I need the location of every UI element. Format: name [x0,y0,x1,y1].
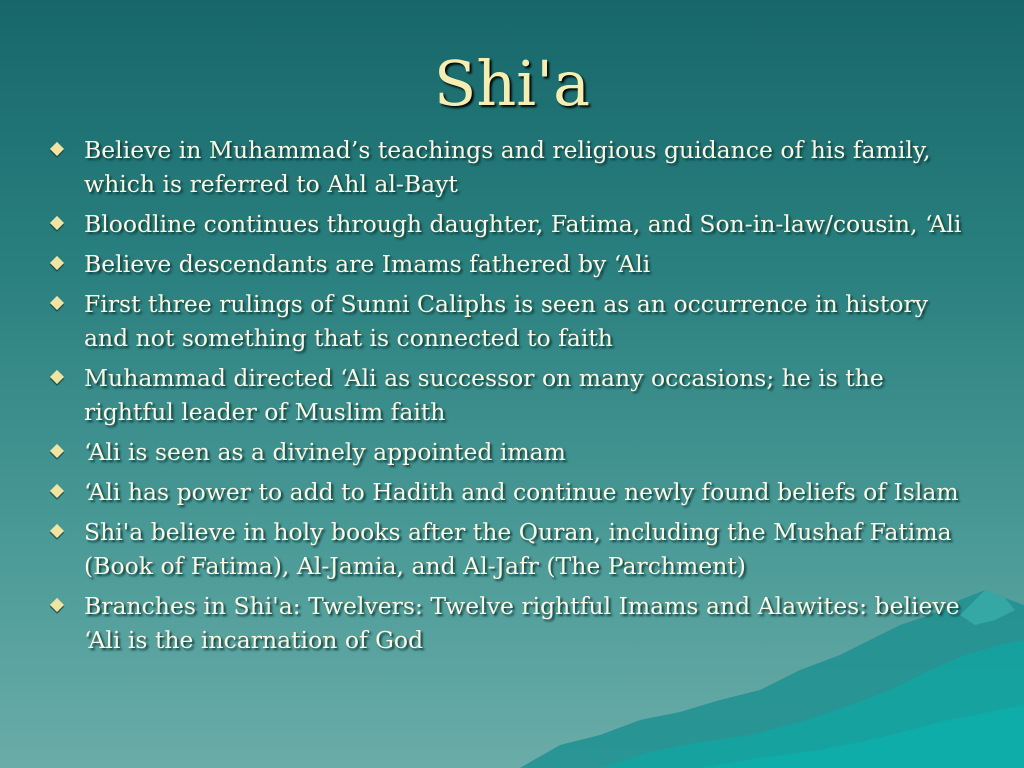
bullet-item [44,589,974,657]
bullet-text: Branches in Shi'a: Twelvers: Twelve rightful Imams and Alawites: believe ‘Ali is the incarnation of God [84,592,960,654]
diamond-bullet-icon [50,484,64,498]
bullet-item [44,475,974,509]
diamond-bullet-icon [50,256,64,270]
diamond-bullet-icon [50,444,64,458]
bullet-text: Bloodline continues through daughter, Fatima, and Son-in-law/cousin, ‘Ali [84,210,962,238]
bullet-text: Shi'a believe in holy books after the Quran, including the Mushaf Fatima (Book of Fatima), Al-Jamia, and Al-Jafr (The Parchment) [84,518,952,580]
bullet-item [44,361,974,429]
bullet-item [44,287,974,355]
bullet-text: Muhammad directed ‘Ali as successor on many occasions; he is the rightful leader of Muslim faith [84,364,884,426]
bullet-text: ‘Ali has power to add to Hadith and continue newly found beliefs of Islam [84,478,959,506]
diamond-bullet-icon [50,142,64,156]
bullet-text: Believe descendants are Imams fathered by ‘Ali [84,250,651,278]
bullet-item [44,435,974,469]
diamond-bullet-icon [50,296,64,310]
bullet-item [44,207,974,241]
diamond-bullet-icon [50,216,64,230]
diamond-bullet-icon [50,598,64,612]
bullet-item [44,133,974,201]
diamond-bullet-icon [50,524,64,538]
bullet-text: First three rulings of Sunni Caliphs is seen as an occurrence in history and not something that is connected to faith [84,290,929,352]
bullet-list [44,133,974,663]
bullet-text: ‘Ali is seen as a divinely appointed imam [84,438,566,466]
bullet-text: Believe in Muhammad’s teachings and religious guidance of his family, which is referred to Ahl al-Bayt [84,136,931,198]
diamond-bullet-icon [50,370,64,384]
bullet-item [44,515,974,583]
slide-title: Shi'a [433,47,591,120]
bullet-item [44,247,974,281]
